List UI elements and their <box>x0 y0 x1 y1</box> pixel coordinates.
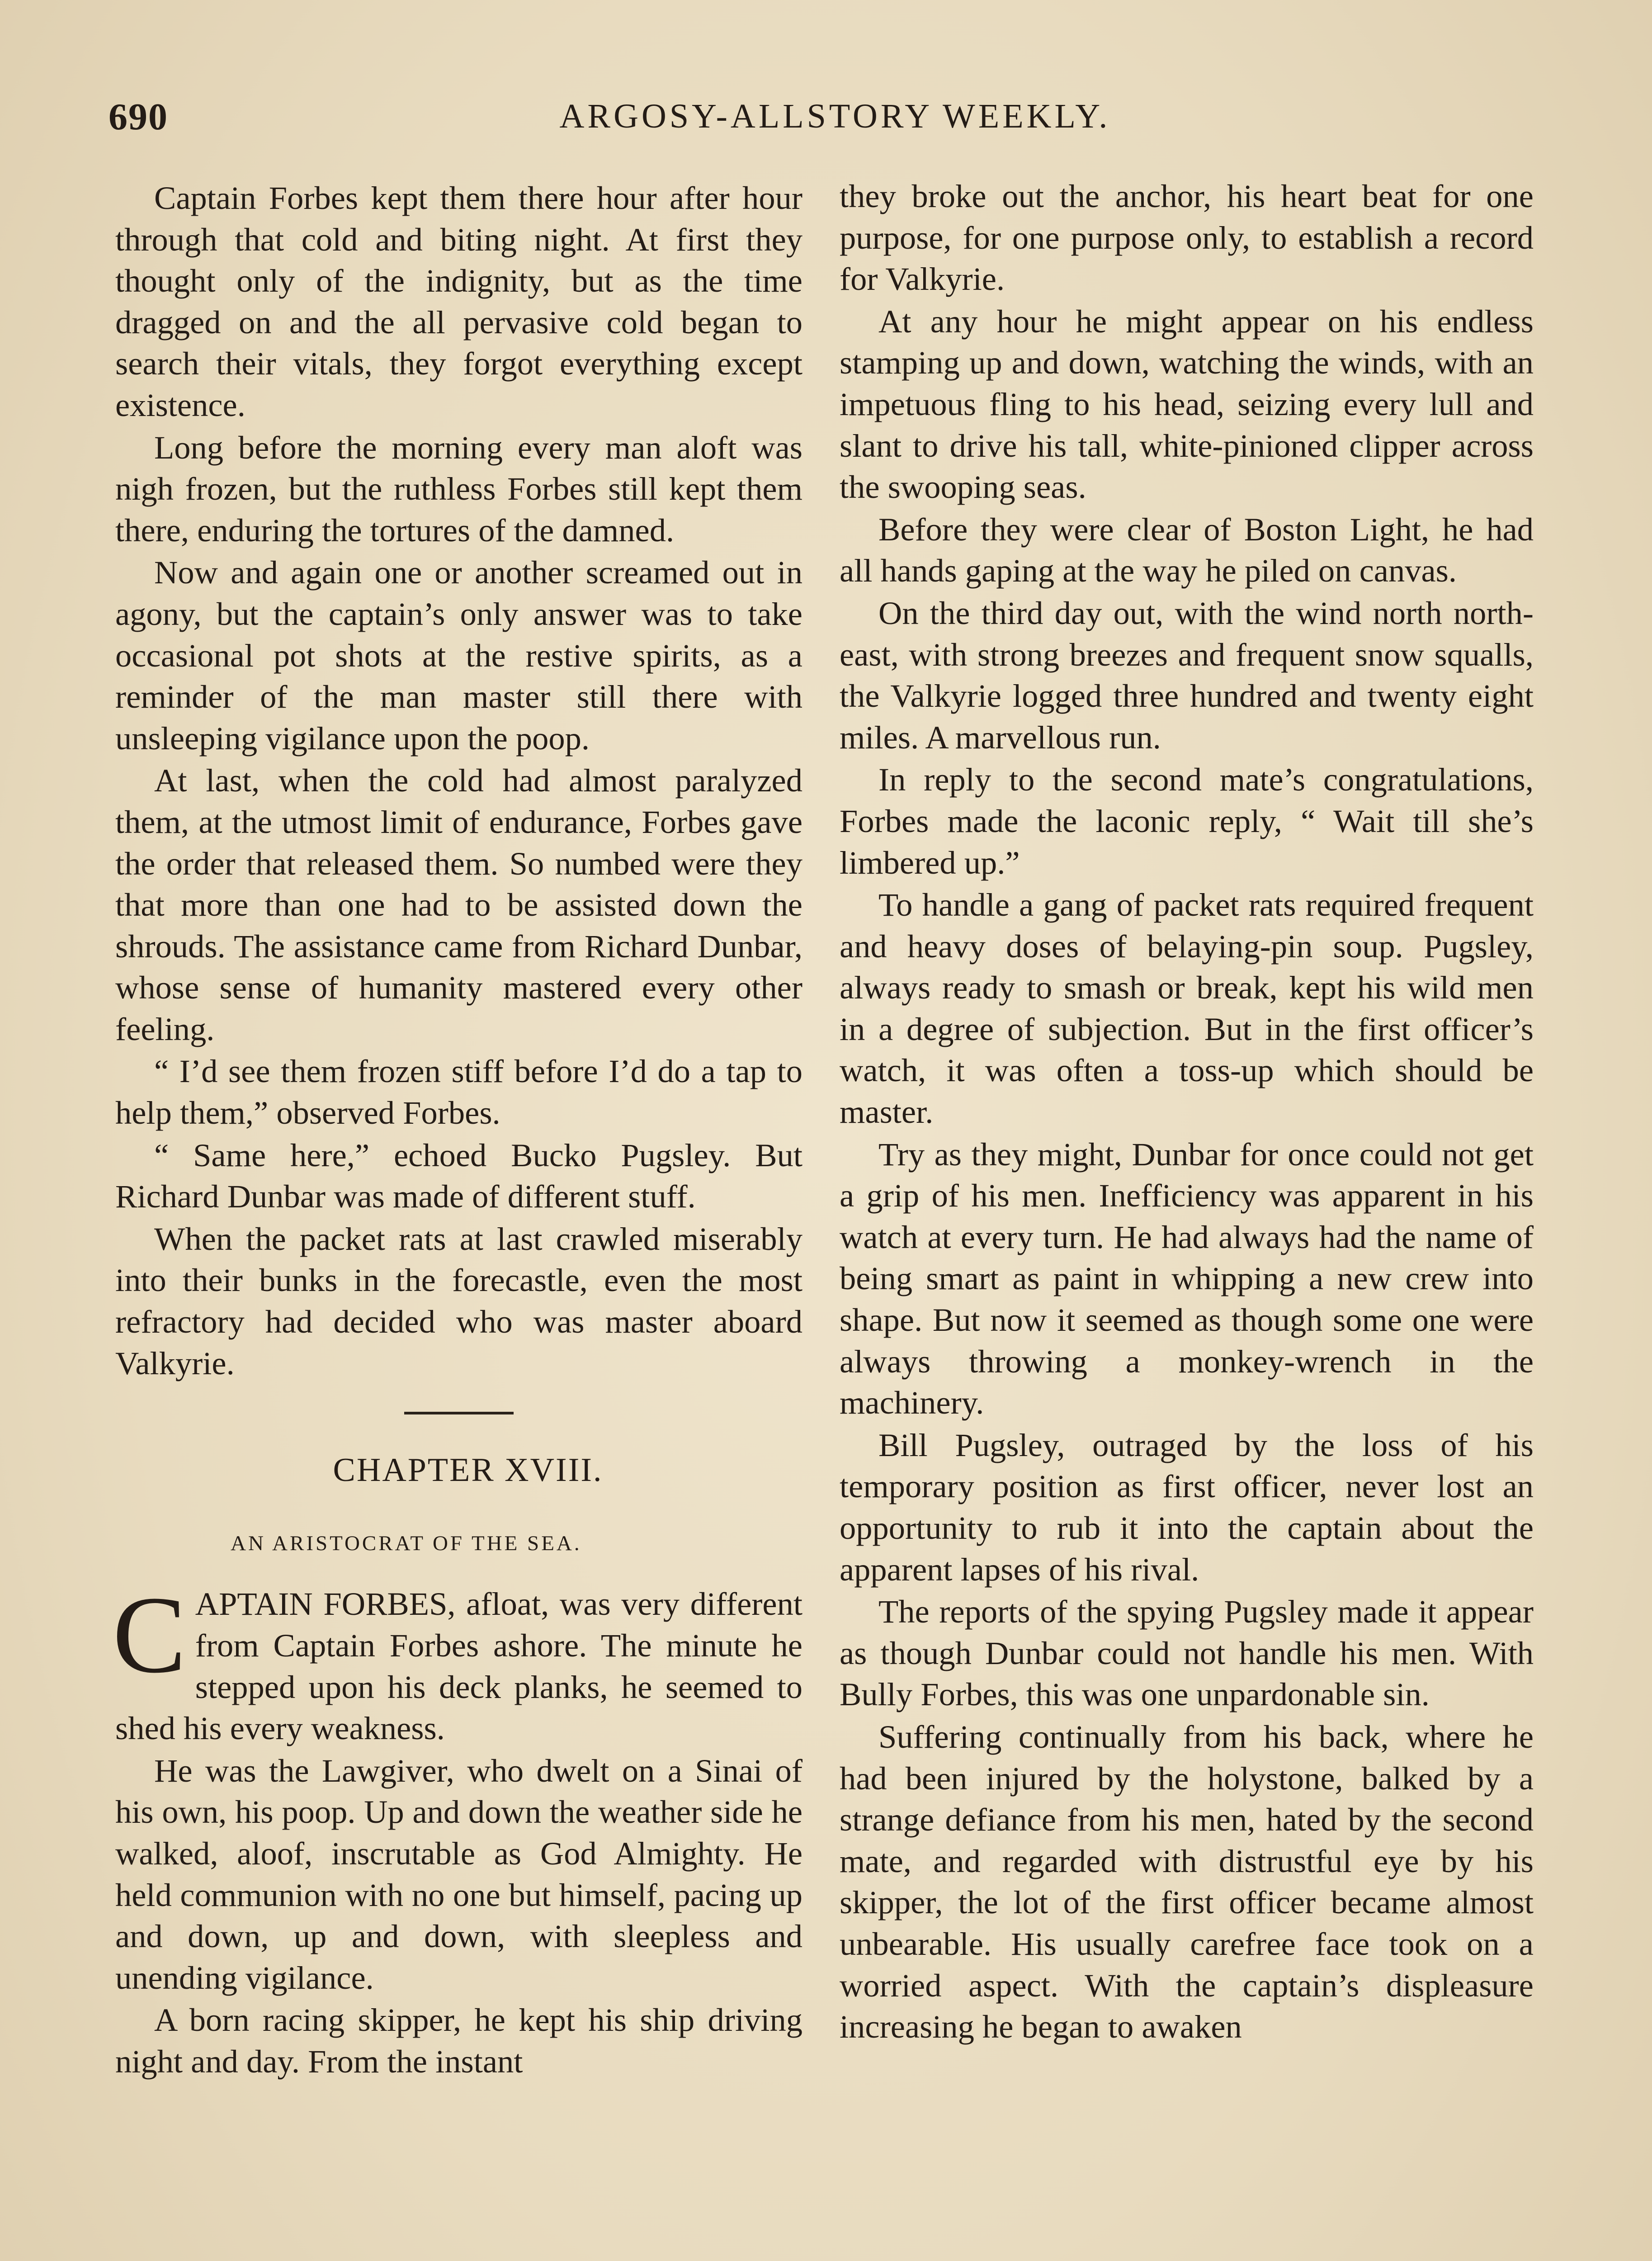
paragraph: “ Same here,” echoed Bucko Pugsley. But Richard Dunbar was made of different stuff. <box>115 1136 802 1215</box>
paragraph: At any hour he might appear on his endless stamping up and down, watching the winds, with an impetuous fling to his head, seizing every lull and slant to drive his tall, white-pinioned clipper across the swooping seas. <box>840 303 1534 506</box>
chapter-opening-paragraph <box>113 1574 802 1749</box>
paragraph: Suffering continually from his back, where he had been injured by the holystone, balked by a strange defiance from his men, hated by the second mate, and regarded with distrustful eye by his skipper, the lot of the first officer became almost unbearable. His usually carefree face took on a worried aspect. With the captain’s displeasure increasing he began to awaken <box>840 1718 1534 2045</box>
paragraph-text: APTAIN FORBES, afloat, was very different from Captain Forbes ashore. The minute he stepped upon his deck planks, he seemed to shed his every weakness. <box>115 1585 802 1747</box>
paragraph: He was the Lawgiver, who dwelt on a Sinai of his own, his poop. Up and down the weather side he walked, aloof, inscrutable as God Almighty. He held communion with no one but himself, pacing up and down, up and down, with sleepless and unending vigilance. <box>115 1752 802 1996</box>
right-column <box>840 175 1534 2048</box>
paragraph: Before they were clear of Boston Light, he had all hands gaping at the way he piled on canvas. <box>840 511 1534 589</box>
paragraph: On the third day out, with the wind north north-east, with strong breezes and frequent snow squalls, the Valkyrie logged three hundred and twenty eight miles. A marvellous run. <box>840 594 1534 756</box>
section-divider <box>404 1412 514 1414</box>
page-number: 690 <box>109 96 168 138</box>
paragraph: Captain Forbes kept them there hour after hour through that cold and biting night. At first they thought only of the indignity, but as the time dragged on and the all pervasive cold began to search their vitals, they forgot everything except existence. <box>115 180 802 423</box>
paragraph: A born racing skipper, he kept his ship driving night and day. From the instant <box>115 2001 802 2080</box>
paragraph: Now and again one or another screamed out in agony, but the captain’s only answer was to take occasional pot shots at the restive spirits, as a reminder of the man master still there with unsleeping vigilance upon the poop. <box>115 554 802 757</box>
paragraph: The reports of the spying Pugsley made it appear as though Dunbar could not handle his men. With Bully Forbes, this was one unpardonable sin. <box>840 1593 1534 1713</box>
chapter-title: CHAPTER XVIII. <box>333 1452 603 1489</box>
paragraph: When the packet rats at last crawled miserably into their bunks in the forecastle, even the most refractory had decided who was master aboard Valkyrie. <box>115 1220 802 1381</box>
chapter-subtitle: AN ARISTOCRAT OF THE SEA. <box>231 1531 582 1555</box>
paragraph: In reply to the second mate’s congratulations, Forbes made the laconic reply, “ Wait till she’s limbered up.” <box>840 761 1534 881</box>
paragraph: At last, when the cold had almost paralyzed them, at the utmost limit of endurance, Forbes gave the order that released them. So numbed were they that more than one had to be assisted down the shrouds. The assistance came from Richard Dunbar, whose sense of humanity mastered every other feeling. <box>115 762 802 1047</box>
drop-cap: C <box>113 1574 186 1696</box>
paragraph: “ I’d see them frozen stiff before I’d do a tap to help them,” observed Forbes. <box>115 1053 802 1131</box>
left-column <box>115 177 802 2083</box>
page-header <box>109 95 1562 145</box>
paragraph: Long before the morning every man aloft was nigh frozen, but the ruthless Forbes still kept them there, enduring the tortures of the damned. <box>115 429 802 549</box>
paragraph: Bill Pugsley, outraged by the loss of his temporary position as first officer, never lost an opportunity to rub it into the captain about the apparent lapses of his rival. <box>840 1426 1534 1588</box>
paragraph: To handle a gang of packet rats required frequent and heavy doses of belaying-pin soup. Pugsley, always ready to smash or break, kept his wild men in a degree of subjection. But in the first officer’s watch, it was often a toss-up which should be master. <box>840 886 1534 1130</box>
paragraph: Try as they might, Dunbar for once could not get a grip of his men. Inefficiency was apparent in his watch at every turn. He had always had the name of being smart as paint in whipping a new crew into shape. But now it seemed as though some one were always throwing a monkey-wrench in the machinery. <box>840 1135 1534 1421</box>
running-title: ARGOSY-ALLSTORY WEEKLY. <box>559 97 1111 135</box>
paragraph-continued: they broke out the anchor, his heart beat for one purpose, for one purpose only, to establish a record for Valkyrie. <box>840 178 1534 298</box>
